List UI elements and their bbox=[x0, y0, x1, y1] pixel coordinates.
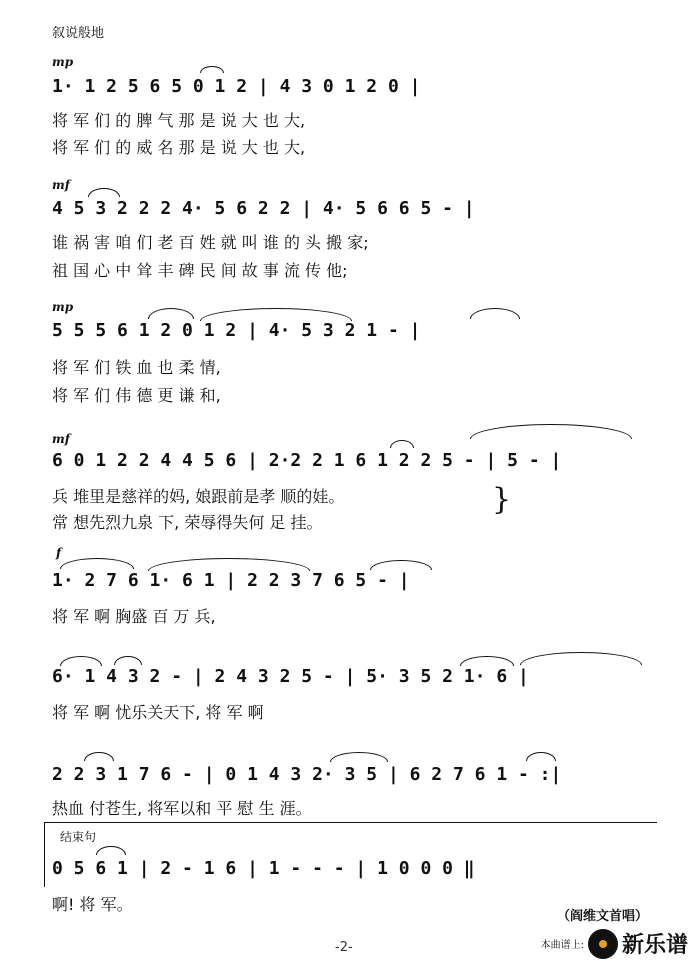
slur-arc bbox=[460, 656, 514, 666]
slur-arc bbox=[60, 558, 134, 569]
lyric-row-4b: 常 想先烈九泉 下, 荣辱得失何 足 挂。 bbox=[52, 513, 323, 532]
page-number: -2- bbox=[335, 940, 353, 955]
singer-credit: （阎维文首唱） bbox=[556, 909, 648, 924]
slur-arc bbox=[114, 656, 142, 665]
notation-row-2: 4 5 3 2 2 2 4· 5 6 2 2 | 4· 5 6 6 5 - | bbox=[52, 198, 475, 219]
tie-arc bbox=[470, 424, 632, 439]
dynamic-marking: mp bbox=[52, 300, 74, 314]
slur-arc bbox=[470, 308, 520, 319]
lyric-row-7: 热血 付苍生, 将军以和 平 慰 生 涯。 bbox=[52, 799, 312, 818]
tie-arc bbox=[390, 440, 414, 448]
lyric-row-5: 将 军 啊 胸盛 百 万 兵, bbox=[52, 607, 216, 626]
lyric-row-2b: 祖 国 心 中 耸 丰 碑 民 间 故 事 流 传 他; bbox=[52, 261, 348, 280]
slur-arc bbox=[84, 752, 114, 761]
dynamic-marking: f bbox=[56, 546, 62, 560]
notation-row-3: 5 5 5 6 1 2 0 1 2 | 4· 5 3 2 1 - | bbox=[52, 320, 421, 341]
slur-arc bbox=[520, 652, 642, 665]
slur-arc bbox=[88, 188, 120, 197]
slur-arc bbox=[148, 558, 310, 571]
ending-label: 结束句 bbox=[60, 830, 97, 844]
lyric-row-1b: 将 军 们 的 威 名 那 是 说 大 也 大, bbox=[52, 138, 306, 157]
record-disc-icon bbox=[588, 929, 618, 959]
slur-arc bbox=[60, 656, 102, 666]
lyric-row-1a: 将 军 们 的 脾 气 那 是 说 大 也 大, bbox=[52, 111, 306, 130]
notation-row-7: 2 2 3 1 7 6 - | 0 1 4 3 2· 3 5 | 6 2 7 6 1 - :| bbox=[52, 764, 562, 785]
notation-row-1: 1· 1 2 5 6 5 0 1 2 | 4 3 0 1 2 0 | bbox=[52, 76, 421, 97]
lyric-row-3b: 将 军 们 伟 德 更 谦 和, bbox=[52, 386, 221, 405]
tie-arc bbox=[200, 66, 224, 73]
verse-brace: } bbox=[492, 482, 512, 517]
lyric-row-4a: 兵 堆里是慈祥的妈, 娘跟前是孝 顺的娃。 bbox=[52, 487, 345, 506]
slur-arc bbox=[148, 308, 194, 319]
notation-row-5: 1· 2 7 6 1· 6 1 | 2 2 3 7 6 5 - | bbox=[52, 570, 410, 591]
logo-text: 新乐谱 bbox=[621, 933, 688, 958]
tempo-marking: 叙说般地 bbox=[52, 26, 105, 41]
notation-row-6: 6· 1 4 3 2 - | 2 4 3 2 5 - | 5· 3 5 2 1· 6 | bbox=[52, 666, 529, 687]
notation-row-8: 0 5 6 1 | 2 - 1 6 | 1 - - - | 1 0 0 0 ‖ bbox=[52, 858, 475, 879]
site-logo bbox=[541, 928, 688, 959]
lyric-row-3a: 将 军 们 铁 血 也 柔 情, bbox=[52, 358, 221, 377]
dynamic-marking: mf bbox=[52, 432, 70, 446]
source-prefix: 本曲谱上: bbox=[540, 940, 584, 951]
slur-arc bbox=[330, 752, 388, 762]
slur-arc bbox=[526, 752, 556, 761]
dynamic-marking: mf bbox=[52, 178, 70, 192]
dynamic-marking: mp bbox=[52, 55, 74, 69]
lyric-row-8: 啊! 将 军。 bbox=[52, 895, 133, 914]
slur-arc bbox=[200, 308, 352, 321]
notation-row-4: 6 0 1 2 2 4 4 5 6 | 2·2 2 1 6 1 2 2 5 - | 5 - | bbox=[52, 450, 562, 471]
lyric-row-2a: 谁 祸 害 咱 们 老 百 姓 就 叫 谁 的 头 搬 家; bbox=[52, 233, 369, 252]
lyric-row-6: 将 军 啊 忧乐关天下, 将 军 啊 bbox=[52, 703, 264, 722]
slur-arc bbox=[370, 560, 432, 570]
